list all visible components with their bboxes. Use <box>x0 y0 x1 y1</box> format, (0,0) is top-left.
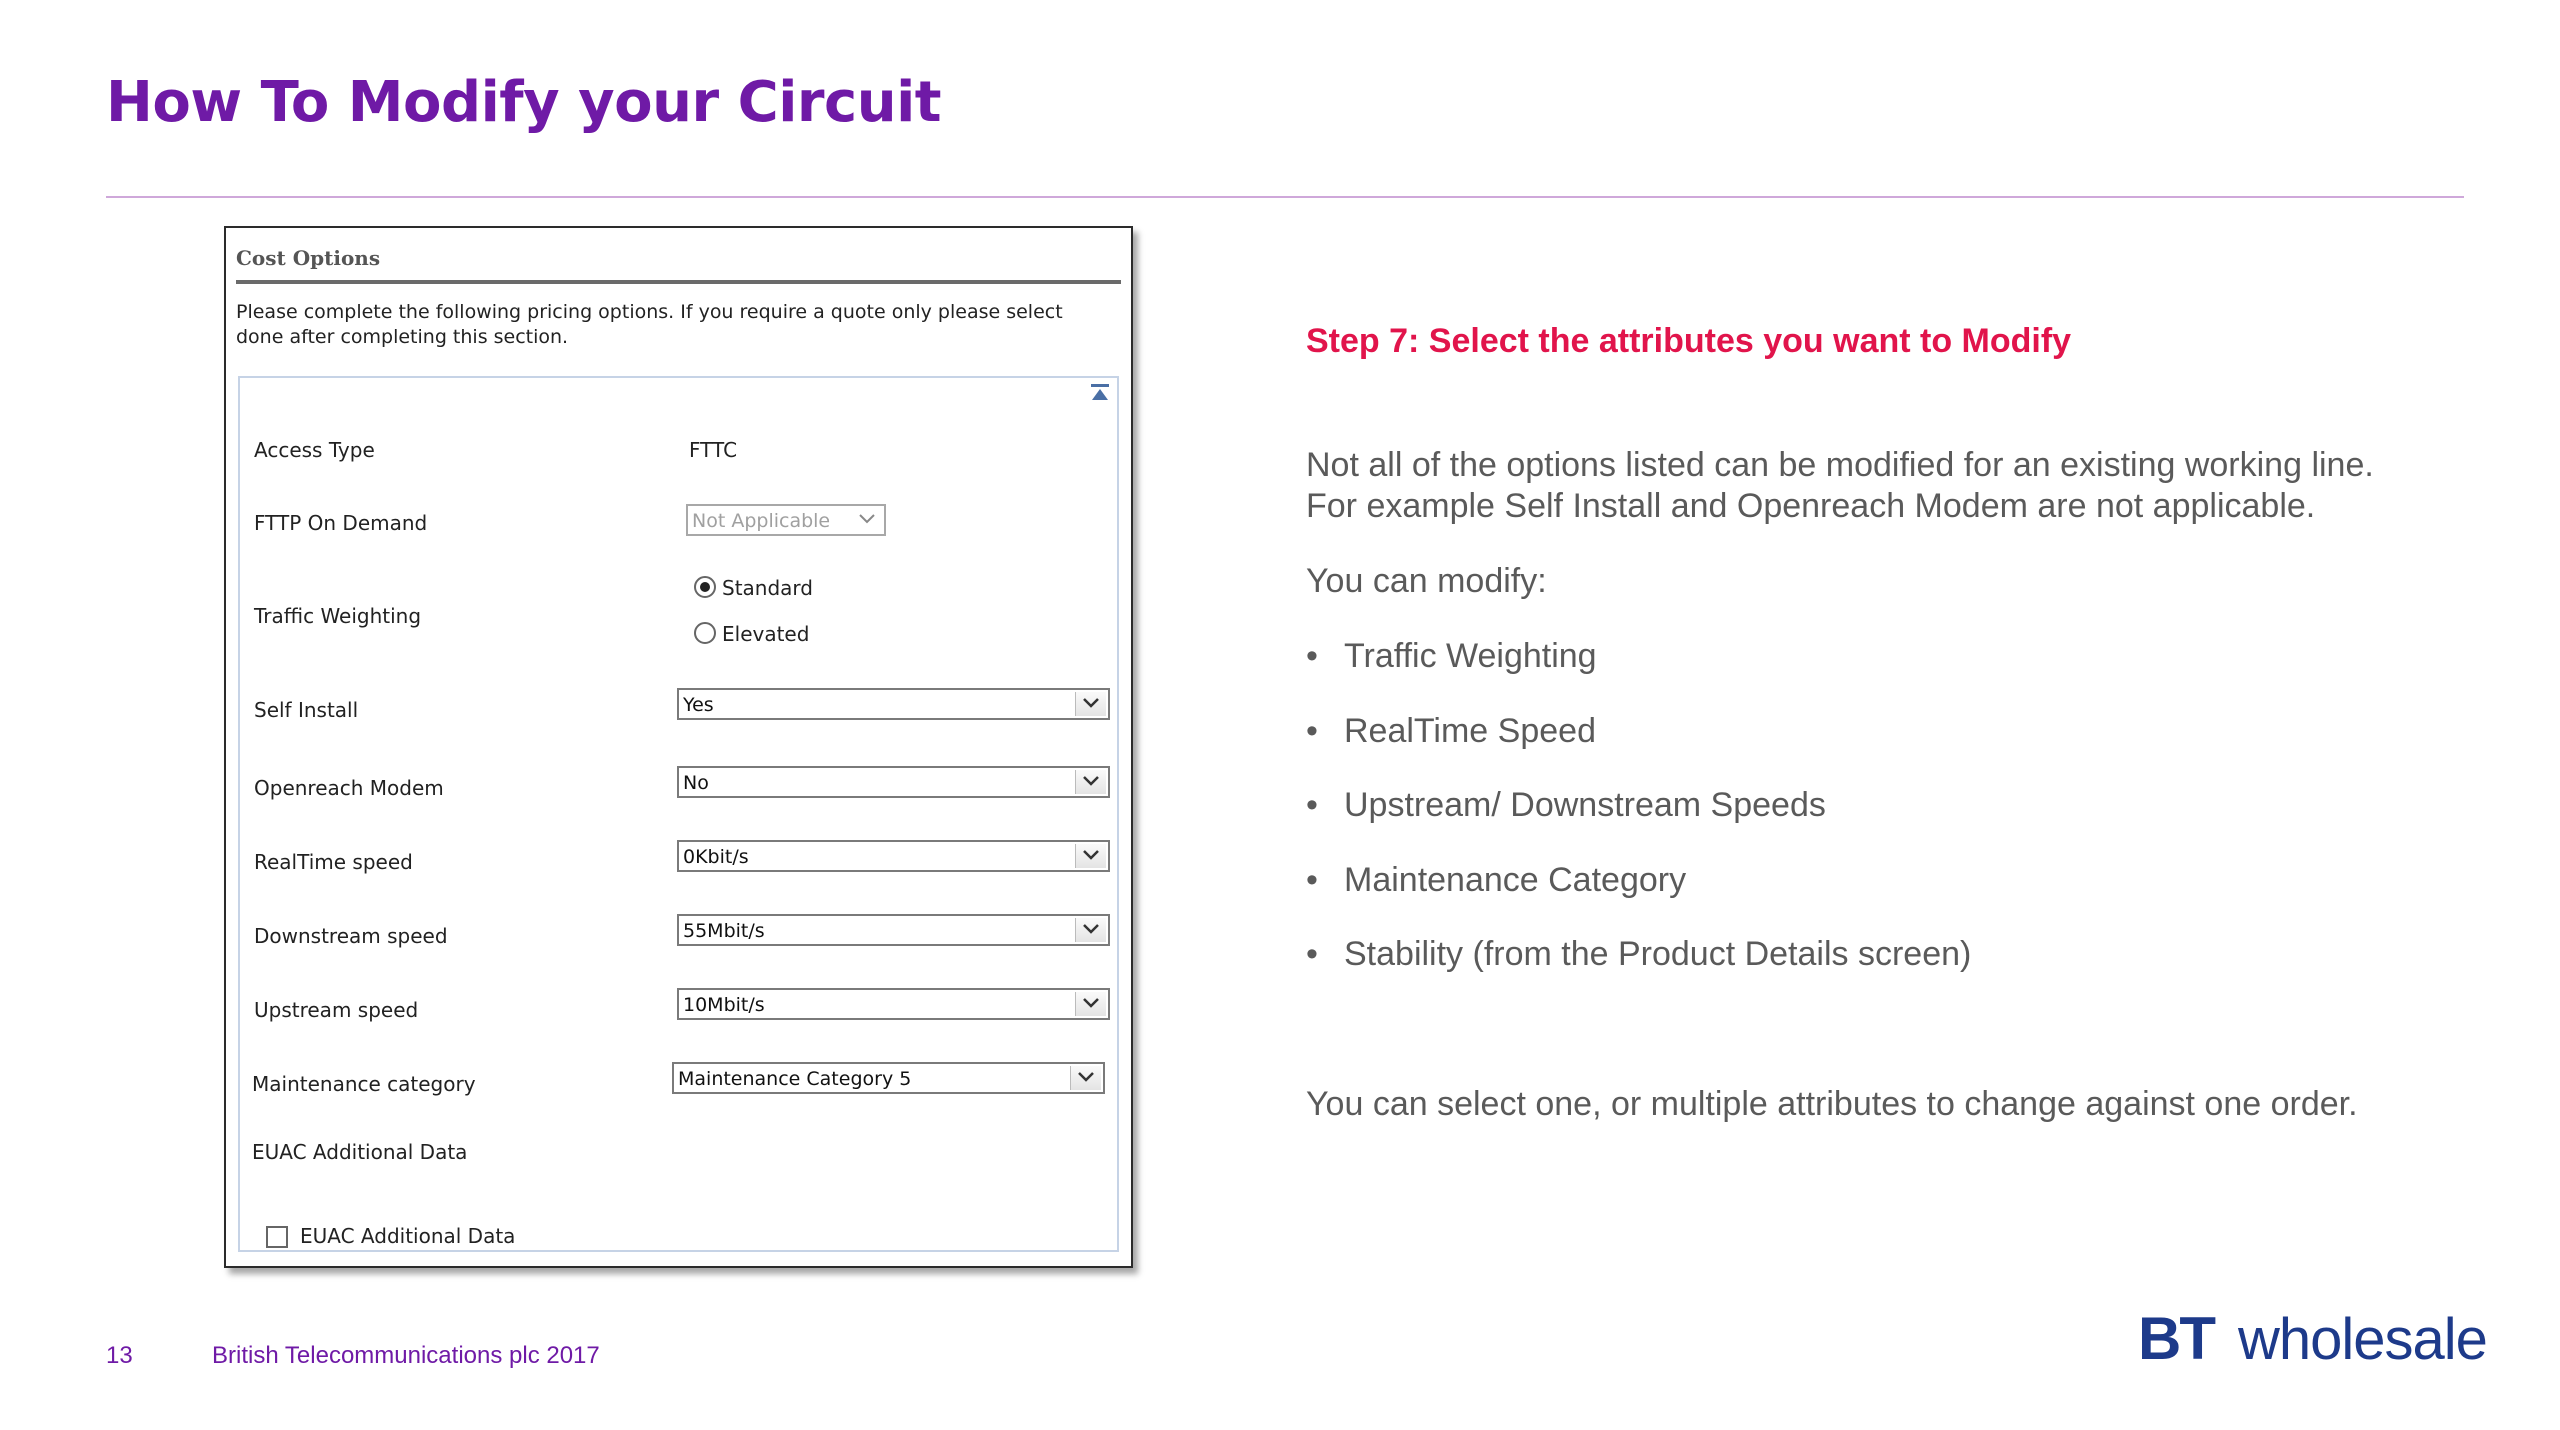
bullet-marker: • <box>1306 935 1318 973</box>
openreach-modem-label: Openreach Modem <box>254 776 444 800</box>
openreach-modem-selected: No <box>683 772 709 794</box>
bullet-marker: • <box>1306 637 1318 675</box>
radio-elevated[interactable] <box>694 622 716 644</box>
fttp-on-demand-select <box>686 504 886 536</box>
traffic-weighting-label: Traffic Weighting <box>254 604 422 628</box>
note-line-1: Not all of the options listed can be modified for an existing working line. <box>1306 446 2374 484</box>
note-line-2: For example Self Install and Openreach Modem are not applicable. <box>1306 487 2316 525</box>
chevron-down-icon[interactable] <box>1075 992 1106 1016</box>
pricing-options-form <box>238 376 1119 1252</box>
realtime-speed-select[interactable] <box>677 840 1110 872</box>
self-install-selected: Yes <box>683 694 714 716</box>
upstream-speed-label: Upstream speed <box>254 998 419 1022</box>
title-divider <box>106 196 2464 198</box>
chevron-down-icon[interactable] <box>1075 844 1106 868</box>
downstream-speed-select[interactable] <box>677 914 1110 946</box>
access-type-label: Access Type <box>254 438 375 462</box>
bullet-marker: • <box>1306 712 1318 750</box>
bullet-text: Traffic Weighting <box>1344 637 1597 675</box>
bullet-text: RealTime Speed <box>1344 712 1596 750</box>
fttp-on-demand-label: FTTP On Demand <box>254 511 428 535</box>
euac-checkbox-label: EUAC Additional Data <box>300 1224 516 1248</box>
bt-wholesale-logo <box>2138 1303 2488 1373</box>
chevron-down-icon[interactable] <box>1075 918 1106 942</box>
chevron-down-icon[interactable] <box>1075 692 1106 716</box>
chevron-down-icon[interactable] <box>1075 770 1106 794</box>
bullet-marker: • <box>1306 861 1318 899</box>
panel-header-divider <box>236 280 1121 284</box>
slide-title: How To Modify your Circuit <box>106 70 942 135</box>
step-heading: Step 7: Select the attributes you want to Modify <box>1306 322 2072 360</box>
euac-section-label: EUAC Additional Data <box>252 1140 468 1164</box>
closing-text: You can select one, or multiple attributes to change against one order. <box>1306 1085 2358 1123</box>
openreach-modem-select[interactable] <box>677 766 1110 798</box>
downstream-speed-label: Downstream speed <box>254 924 448 948</box>
bullet-text: Maintenance Category <box>1344 861 1687 899</box>
realtime-speed-label: RealTime speed <box>254 850 413 874</box>
upstream-speed-select[interactable] <box>677 988 1110 1020</box>
collapse-up-icon[interactable] <box>1089 382 1111 404</box>
svg-text:wholesale: wholesale <box>2238 1307 2487 1372</box>
panel-header: Cost Options <box>236 246 381 270</box>
realtime-speed-selected: 0Kbit/s <box>683 846 749 868</box>
bullet-marker: • <box>1306 786 1318 824</box>
panel-intro-text: Please complete the following pricing options. If you require a quote only please select done after completing this section. <box>236 301 1063 348</box>
cost-options-panel <box>224 226 1133 1268</box>
radio-standard[interactable] <box>694 576 716 598</box>
svg-text:BT: BT <box>2138 1305 2214 1372</box>
downstream-speed-selected: 55Mbit/s <box>683 920 765 942</box>
bullet-text: Upstream/ Downstream Speeds <box>1344 786 1826 824</box>
page-number: 13 <box>106 1342 133 1369</box>
copyright-text: British Telecommunications plc 2017 <box>212 1342 600 1369</box>
chevron-down-icon[interactable] <box>1070 1066 1101 1090</box>
modify-intro: You can modify: <box>1306 562 1547 600</box>
access-type-value: FTTC <box>689 438 738 462</box>
fttp-on-demand-selected: Not Applicable <box>692 510 831 532</box>
maintenance-category-select[interactable] <box>672 1062 1105 1094</box>
radio-standard-label: Standard <box>722 576 813 600</box>
upstream-speed-selected: 10Mbit/s <box>683 994 765 1016</box>
bullet-text: Stability (from the Product Details screen) <box>1344 935 1972 973</box>
chevron-down-icon <box>852 508 882 532</box>
self-install-label: Self Install <box>254 698 359 722</box>
radio-elevated-label: Elevated <box>722 622 810 646</box>
radio-selected-dot <box>700 582 710 592</box>
euac-additional-data-checkbox[interactable] <box>266 1226 288 1248</box>
maintenance-category-label: Maintenance category <box>252 1072 476 1096</box>
maintenance-category-selected: Maintenance Category 5 <box>678 1068 912 1090</box>
self-install-select[interactable] <box>677 688 1110 720</box>
